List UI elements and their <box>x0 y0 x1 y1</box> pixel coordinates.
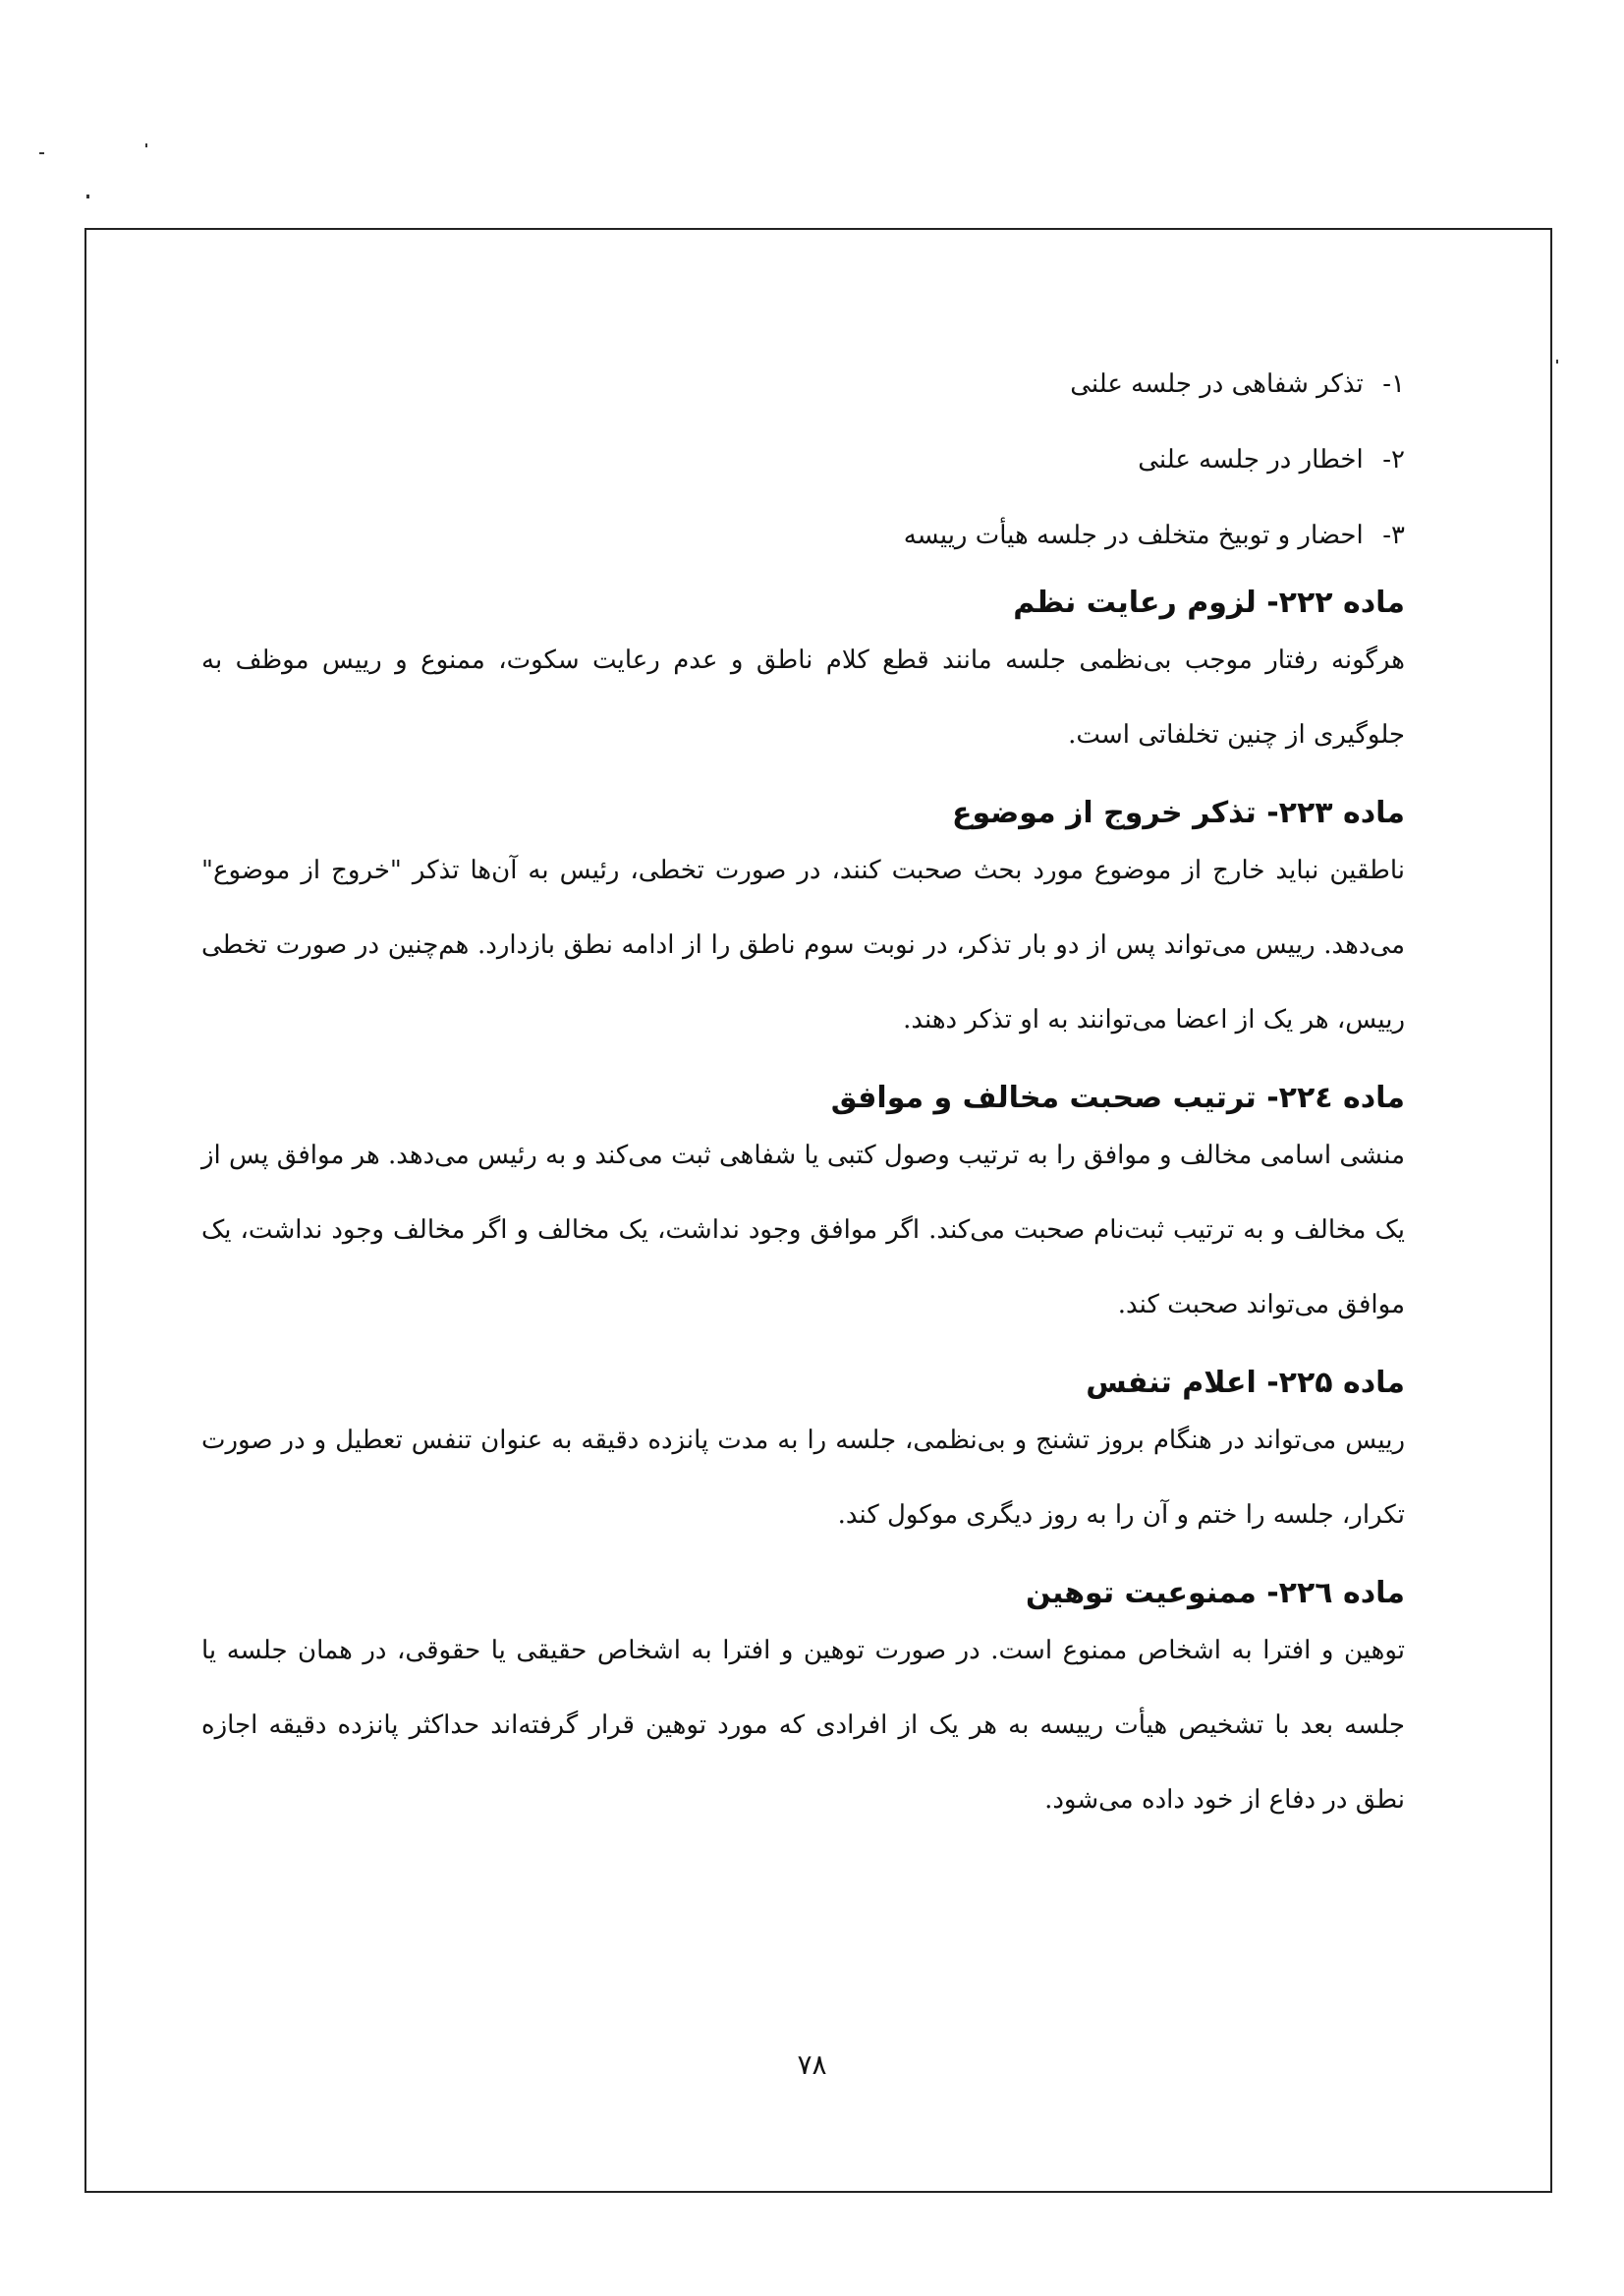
article-body: توهین و افترا به اشخاص ممنوع است. در صورت توهین و افترا به اشخاص حقیقی یا حقوقی، در همان جلسه یا جلسه بعد با تشخیص هیأت رییسه به هر یک از افرادی که مورد توهین قرار گرفته‌اند حداکثر پانزده دقیقه اجازه نطق در دفاع از خود داده می‌شود. <box>201 1636 1405 1815</box>
article-heading: ماده ۲۲۳- تذکر خروج از موضوع <box>951 796 1405 830</box>
scan-speck <box>145 143 147 147</box>
article-heading: ماده ۲۲۵- اعلام تنفس <box>1086 1366 1405 1400</box>
scan-speck <box>39 152 44 154</box>
article-body: هرگونه رفتار موجب بی‌نظمی جلسه مانند قطع کلام ناطق و عدم رعایت سکوت، ممنوع و رییس موظف به جلوگیری از چنین تخلفاتی است. <box>201 645 1405 750</box>
article-225 <box>201 1364 1405 1552</box>
page-number: ۷۸ <box>797 2048 827 2081</box>
document-content <box>201 365 1405 1859</box>
list-item-text: احضار و توبیخ متخلف در جلسه هیأت رییسه <box>903 521 1364 550</box>
article-body: منشی اسامی مخالف و موافق را به ترتیب وصول کتبی یا شفاهی ثبت می‌کند و به رئیس می‌دهد. هر موافق پس از یک مخالف و به ترتیب ثبت‌نام صحبت می‌کند. اگر موافق وجود نداشت، یک مخالف و اگر مخالف وجود نداشت، یک موافق می‌تواند صحبت کند. <box>201 1141 1405 1319</box>
article-heading: ماده ۲۲۲- لزوم رعایت نظم <box>1013 586 1405 620</box>
list-item <box>201 441 1405 478</box>
scan-speck <box>1556 360 1558 364</box>
list-item-number: ۲- <box>1382 445 1405 475</box>
article-heading: ماده ۲۲٤- ترتیب صحبت مخالف و موافق <box>830 1081 1405 1115</box>
list-item-text: تذکر شفاهی در جلسه علنی <box>1070 369 1364 399</box>
list-item <box>201 365 1405 403</box>
article-heading: ماده ۲۲٦- ممنوعیت توهین <box>1025 1576 1405 1610</box>
article-226 <box>201 1574 1405 1837</box>
article-222 <box>201 584 1405 772</box>
article-body: ناطقین نباید خارج از موضوع مورد بحث صحبت کنند، در صورت تخطی، رئیس به آن‌ها تذکر "خروج از موضوع" می‌دهد. رییس می‌تواند پس از دو بار تذکر، در نوبت سوم ناطق را از ادامه نطق بازدارد. هم‌چنین در صورت تخطی رییس، هر یک از اعضا می‌توانند به او تذکر دهند. <box>201 856 1405 1035</box>
article-223 <box>201 794 1405 1057</box>
list-item <box>201 517 1405 554</box>
article-224 <box>201 1079 1405 1342</box>
list-item-number: ۳- <box>1382 521 1405 550</box>
article-body: رییس می‌تواند در هنگام بروز تشنج و بی‌نظمی، جلسه را به مدت پانزده دقیقه به عنوان تنفس تعطیل و در صورت تکرار، جلسه را ختم و آن را به روز دیگری موکول کند. <box>201 1426 1405 1530</box>
list-item-text: اخطار در جلسه علنی <box>1138 445 1364 475</box>
scan-speck <box>86 195 89 198</box>
penalty-list <box>201 365 1405 554</box>
list-item-number: ۱- <box>1382 369 1405 399</box>
